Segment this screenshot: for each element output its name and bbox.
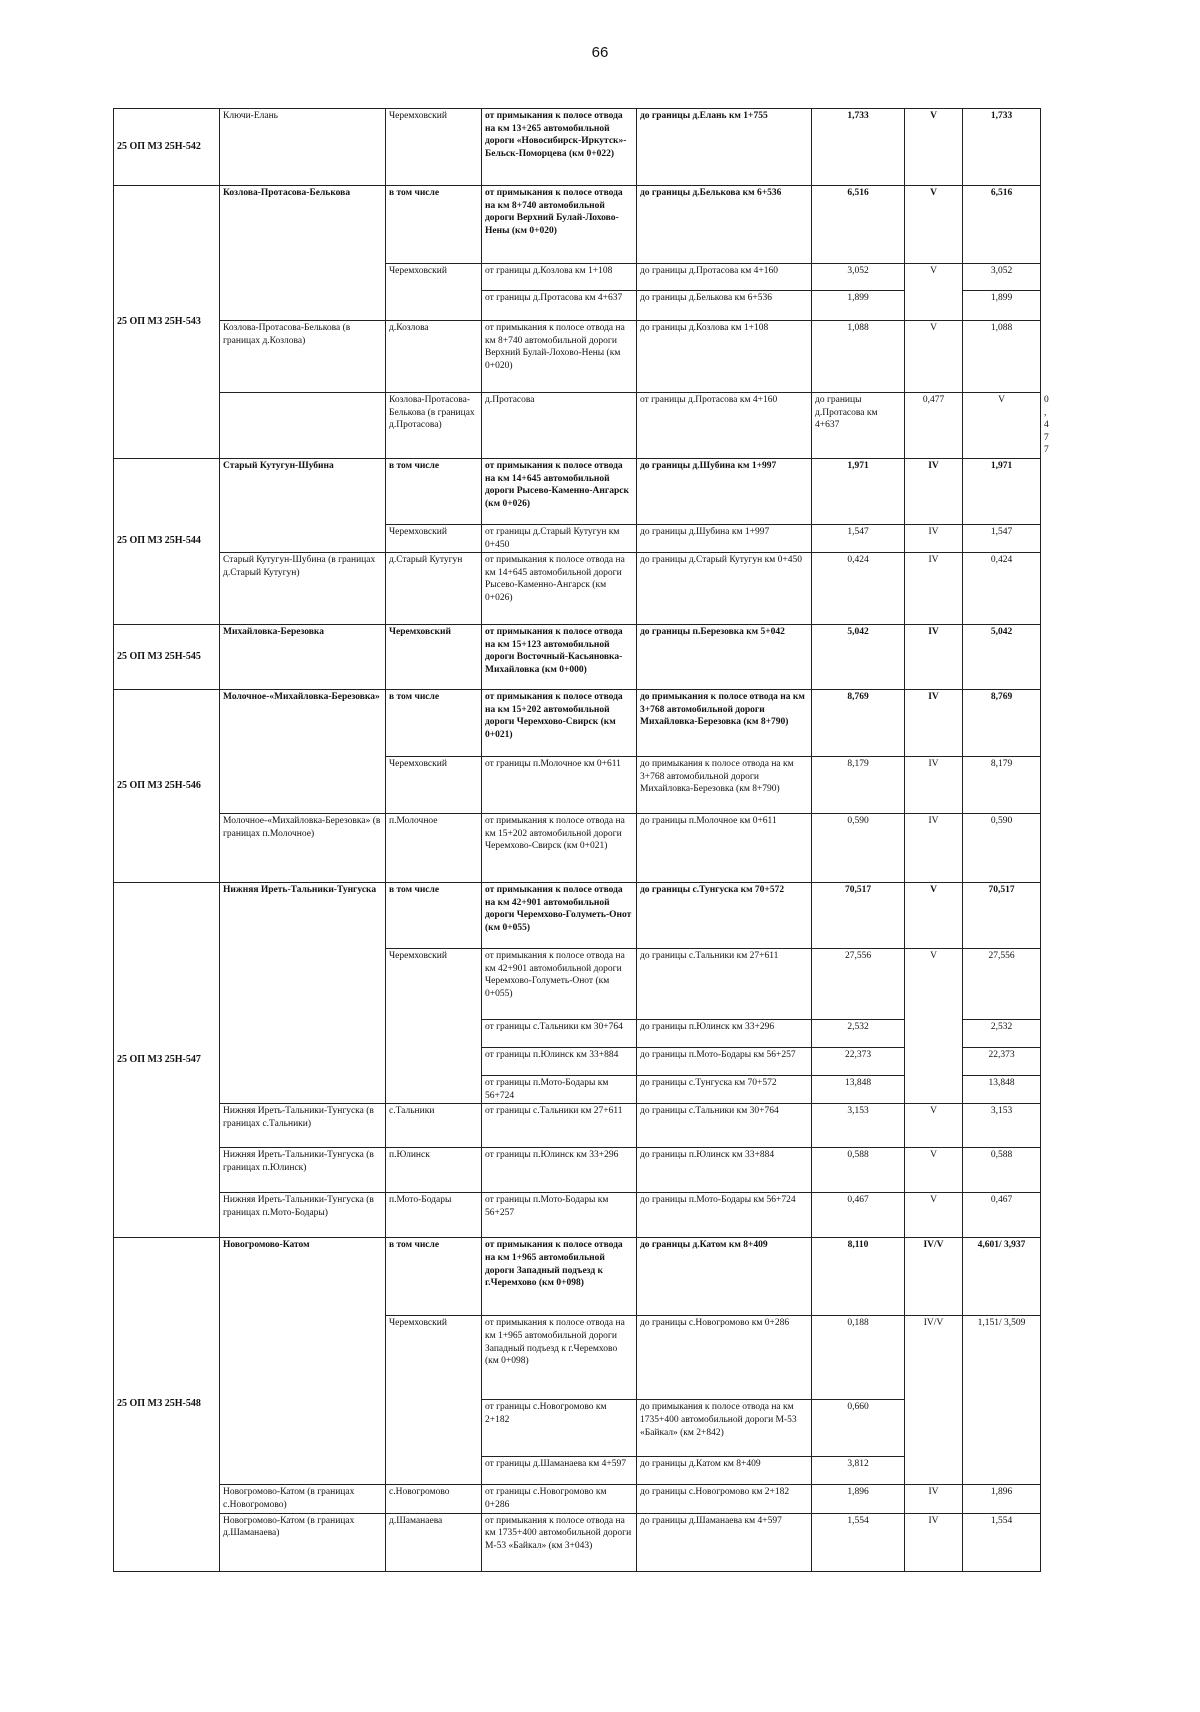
district-cell: д.Козлова (386, 321, 482, 393)
end-point-cell: до границы п.Мото-Бодары км 56+257 (637, 1048, 812, 1076)
length-cell: 1,733 (812, 109, 905, 186)
end-point-cell: до границы д.Белькова км 6+536 (637, 291, 812, 321)
length-cell: 0,477 (905, 393, 963, 459)
start-point-cell: от границы п.Мото-Бодары км 56+724 (482, 1076, 637, 1104)
start-point-cell: от границы п.Мото-Бодары км 56+257 (482, 1193, 637, 1238)
end-point-cell: до границы с.Новогромово км 2+182 (637, 1485, 812, 1513)
category-cell: IV/V (905, 1316, 963, 1485)
road-name-cell: Козлова-Протасова-Белькова (в границах д.Протасова) (386, 393, 482, 459)
table-row (114, 1238, 1041, 1316)
start-point-cell: от примыкания к полосе отвода на км 1+965 автомобильной дороги Западный подъезд к г.Черемхово (км 0+098) (482, 1238, 637, 1316)
length-by-category-cell: 1,088 (963, 321, 1041, 393)
category-cell: IV (905, 814, 963, 883)
length-cell: 1,088 (812, 321, 905, 393)
start-point-cell: от примыкания к полосе отвода на км 1+965 автомобильной дороги Западный подъезд к г.Черемхово (км 0+098) (482, 1316, 637, 1400)
road-name-cell: Козлова-Протасова-Белькова (в границах д.Козлова) (220, 321, 386, 393)
start-point-cell: от примыкания к полосе отвода на км 1735+400 автомобильной дороги М-53 «Байкал» (км 3+043) (482, 1513, 637, 1571)
table-row (114, 553, 1041, 625)
length-by-category-cell: 6,516 (963, 186, 1041, 264)
table-row (114, 814, 1041, 883)
end-point-cell: до границы д.Шаманаева км 4+597 (637, 1513, 812, 1571)
length-by-category-cell: 3,153 (963, 1104, 1041, 1148)
road-code-cell (220, 393, 386, 459)
district-cell: Черемховский (386, 524, 482, 552)
road-name-cell: Нижняя Иреть-Тальники-Тунгуска (в границах с.Тальники) (220, 1104, 386, 1148)
district-cell: в том числе (386, 1238, 482, 1316)
length-cell: 3,052 (812, 264, 905, 291)
category-cell: V (905, 186, 963, 264)
start-point-cell: от примыкания к полосе отвода на км 15+123 автомобильной дороги Восточный-Касьяновка-Михайловка (км 0+000) (482, 625, 637, 690)
start-point-cell: от границы д.Протасова км 4+637 (482, 291, 637, 321)
end-point-cell: до границы д.Елань км 1+755 (637, 109, 812, 186)
length-by-category-cell: 1,896 (963, 1485, 1041, 1513)
length-by-category-cell: 0,590 (963, 814, 1041, 883)
start-point-cell: от примыкания к полосе отвода на км 8+740 автомобильной дороги Верхний Булай-Лохово-Нены (км 0+020) (482, 321, 637, 393)
length-cell: 3,153 (812, 1104, 905, 1148)
road-name-cell: Новогромово-Катом (220, 1238, 386, 1485)
road-code-cell: 25 ОП МЗ 25Н-547 (114, 883, 220, 1238)
category-cell: V (905, 109, 963, 186)
end-point-cell: до границы п.Березовка км 5+042 (637, 625, 812, 690)
road-code-cell: 25 ОП МЗ 25Н-544 (114, 458, 220, 624)
length-by-category-cell: 1,733 (963, 109, 1041, 186)
district-cell: Черемховский (386, 264, 482, 321)
category-cell: IV (905, 757, 963, 814)
end-point-cell: до границы д.Козлова км 1+108 (637, 321, 812, 393)
end-point-cell: до границы с.Тальники км 30+764 (637, 1104, 812, 1148)
length-by-category-cell: 13,848 (963, 1076, 1041, 1104)
road-name-cell: Ключи-Елань (220, 109, 386, 186)
end-point-cell: до границы с.Новогромово км 0+286 (637, 1316, 812, 1400)
category-cell: IV/V (905, 1238, 963, 1316)
length-by-category-cell: 2,532 (963, 1020, 1041, 1048)
category-cell: V (905, 321, 963, 393)
length-cell: 8,769 (812, 690, 905, 757)
district-cell: Черемховский (386, 109, 482, 186)
length-by-category-cell: 4,601/ 3,937 (963, 1238, 1041, 1316)
length-cell: 0,660 (812, 1400, 905, 1457)
end-point-cell: до границы п.Юлинск км 33+296 (637, 1020, 812, 1048)
length-by-category-cell: 1,971 (963, 458, 1041, 524)
length-by-category-cell: 0,424 (963, 553, 1041, 625)
length-cell: 0,588 (812, 1148, 905, 1193)
table-row (114, 321, 1041, 393)
category-cell: IV (905, 458, 963, 524)
table-row (114, 1513, 1041, 1571)
start-point-cell: от примыкания к полосе отвода на км 14+645 автомобильной дороги Рысево-Каменно-Ангарск (км 0+026) (482, 458, 637, 524)
length-cell: 0,424 (812, 553, 905, 625)
end-point-cell: до примыкания к полосе отвода на км 1735+400 автомобильной дороги М-53 «Байкал» (км 2+842) (637, 1400, 812, 1457)
end-point-cell: до границы д.Протасова км 4+160 (637, 264, 812, 291)
start-point-cell: от границы д.Протасова км 4+160 (637, 393, 812, 459)
district-cell: в том числе (386, 883, 482, 949)
length-cell: 22,373 (812, 1048, 905, 1076)
length-cell: 3,812 (812, 1457, 905, 1485)
end-point-cell: до границы п.Мото-Бодары км 56+724 (637, 1193, 812, 1238)
district-cell: д.Шаманаева (386, 1513, 482, 1571)
road-name-cell: Новогромово-Катом (в границах д.Шаманаева) (220, 1513, 386, 1571)
length-by-category-cell: 8,769 (963, 690, 1041, 757)
end-point-cell: до примыкания к полосе отвода на км 3+768 автомобильной дороги Михайловка-Березовка (км 8+790) (637, 757, 812, 814)
category-cell: V (905, 264, 963, 321)
category-cell: IV (905, 553, 963, 625)
start-point-cell: от границы п.Молочное км 0+611 (482, 757, 637, 814)
table-row (114, 1193, 1041, 1238)
table-row (114, 186, 1041, 264)
length-by-category-cell: 70,517 (963, 883, 1041, 949)
table-row (114, 109, 1041, 186)
length-cell: 27,556 (812, 949, 905, 1020)
category-cell: V (905, 1104, 963, 1148)
start-point-cell: от границы д.Козлова км 1+108 (482, 264, 637, 291)
length-cell: 1,896 (812, 1485, 905, 1513)
district-cell: в том числе (386, 690, 482, 757)
end-point-cell: до границы с.Тунгуска км 70+572 (637, 883, 812, 949)
district-cell: д.Старый Кутугун (386, 553, 482, 625)
length-by-category-cell: 1,547 (963, 524, 1041, 552)
road-name-cell: Новогромово-Катом (в границах с.Новогромово) (220, 1485, 386, 1513)
end-point-cell: до границы д.Старый Кутугун км 0+450 (637, 553, 812, 625)
length-by-category-cell: 3,052 (963, 264, 1041, 291)
road-name-cell: Молочное-«Михайловка-Березовка» (в границах п.Молочное) (220, 814, 386, 883)
road-name-cell: Старый Кутугун-Шубина (в границах д.Старый Кутугун) (220, 553, 386, 625)
length-cell: 6,516 (812, 186, 905, 264)
start-point-cell: от границы с.Тальники км 30+764 (482, 1020, 637, 1048)
page-number: 66 (591, 44, 609, 61)
category-cell: V (905, 883, 963, 949)
end-point-cell: до примыкания к полосе отвода на км 3+768 автомобильной дороги Михайловка-Березовка (км 8+790) (637, 690, 812, 757)
table-row (114, 625, 1041, 690)
length-cell: 1,547 (812, 524, 905, 552)
end-point-cell: до границы д.Шубина км 1+997 (637, 524, 812, 552)
start-point-cell: от границы с.Новогромово км 0+286 (482, 1485, 637, 1513)
end-point-cell: до границы п.Юлинск км 33+884 (637, 1148, 812, 1193)
district-cell: Черемховский (386, 757, 482, 814)
length-cell: 70,517 (812, 883, 905, 949)
start-point-cell: от примыкания к полосе отвода на км 42+901 автомобильной дороги Черемхово-Голуметь-Онот (км 0+055) (482, 883, 637, 949)
district-cell: в том числе (386, 186, 482, 264)
roads-table (113, 108, 1049, 1572)
table-row (114, 1148, 1041, 1193)
length-cell: 13,848 (812, 1076, 905, 1104)
length-cell: 2,532 (812, 1020, 905, 1048)
length-by-category-cell: 0,467 (963, 1193, 1041, 1238)
end-point-cell: до границы д.Катом км 8+409 (637, 1457, 812, 1485)
start-point-cell: от примыкания к полосе отвода на км 14+645 автомобильной дороги Рысево-Каменно-Ангарск (км 0+026) (482, 553, 637, 625)
length-cell: 1,554 (812, 1513, 905, 1571)
length-cell: 5,042 (812, 625, 905, 690)
start-point-cell: от границы п.Юлинск км 33+296 (482, 1148, 637, 1193)
end-point-cell: до границы д.Белькова км 6+536 (637, 186, 812, 264)
length-by-category-cell: 22,373 (963, 1048, 1041, 1076)
road-name-cell: Молочное-«Михайловка-Березовка» (220, 690, 386, 814)
length-cell: 0,467 (812, 1193, 905, 1238)
length-by-category-cell: 1,899 (963, 291, 1041, 321)
table-row (114, 1104, 1041, 1148)
table-row (114, 1485, 1041, 1513)
road-code-cell: 25 ОП МЗ 25Н-548 (114, 1238, 220, 1571)
district-cell: п.Молочное (386, 814, 482, 883)
end-point-cell: до границы д.Катом км 8+409 (637, 1238, 812, 1316)
length-by-category-cell: 1,554 (963, 1513, 1041, 1571)
category-cell: IV (905, 524, 963, 552)
category-cell: V (963, 393, 1041, 459)
district-cell: в том числе (386, 458, 482, 524)
category-cell: IV (905, 625, 963, 690)
end-point-cell: до границы п.Молочное км 0+611 (637, 814, 812, 883)
district-cell: с.Тальники (386, 1104, 482, 1148)
length-cell: 1,899 (812, 291, 905, 321)
table-row (114, 690, 1041, 757)
length-cell: 8,110 (812, 1238, 905, 1316)
category-cell: V (905, 1148, 963, 1193)
end-point-cell: до границы с.Тунгуска км 70+572 (637, 1076, 812, 1104)
start-point-cell: от границы п.Юлинск км 33+884 (482, 1048, 637, 1076)
start-point-cell: от примыкания к полосе отвода на км 13+265 автомобильной дороги «Новосибирск-Иркутск»-Бельск-Поморцева (км 0+022) (482, 109, 637, 186)
road-code-cell: 25 ОП МЗ 25Н-546 (114, 690, 220, 883)
start-point-cell: от примыкания к полосе отвода на км 15+202 автомобильной дороги Черемхово-Свирск (км 0+021) (482, 814, 637, 883)
category-cell: IV (905, 1485, 963, 1513)
start-point-cell: от границы д.Старый Кутугун км 0+450 (482, 524, 637, 552)
district-cell: п.Юлинск (386, 1148, 482, 1193)
end-point-cell: до границы д.Шубина км 1+997 (637, 458, 812, 524)
start-point-cell: от границы с.Тальники км 27+611 (482, 1104, 637, 1148)
start-point-cell: от примыкания к полосе отвода на км 42+901 автомобильной дороги Черемхово-Голуметь-Онот (км 0+055) (482, 949, 637, 1020)
category-cell: IV (905, 1513, 963, 1571)
category-cell: IV (905, 690, 963, 757)
road-code-cell: 25 ОП МЗ 25Н-542 (114, 109, 220, 186)
district-cell: п.Мото-Бодары (386, 1193, 482, 1238)
start-point-cell: от примыкания к полосе отвода на км 15+202 автомобильной дороги Черемхово-Свирск (км 0+021) (482, 690, 637, 757)
road-name-cell: Старый Кутугун-Шубина (220, 458, 386, 552)
start-point-cell: от примыкания к полосе отвода на км 8+740 автомобильной дороги Верхний Булай-Лохово-Нены (км 0+020) (482, 186, 637, 264)
road-code-cell: 25 ОП МЗ 25Н-545 (114, 625, 220, 690)
district-cell: с.Новогромово (386, 1485, 482, 1513)
end-point-cell: до границы с.Тальники км 27+611 (637, 949, 812, 1020)
length-by-category-cell: 27,556 (963, 949, 1041, 1020)
road-name-cell: Нижняя Иреть-Тальники-Тунгуска (в границах п.Мото-Бодары) (220, 1193, 386, 1238)
length-by-category-cell: 1,151/ 3,509 (963, 1316, 1041, 1485)
road-name-cell: Михайловка-Березовка (220, 625, 386, 690)
road-name-cell: Нижняя Иреть-Тальники-Тунгуска (в границах п.Юлинск) (220, 1148, 386, 1193)
district-cell: д.Протасова (482, 393, 637, 459)
start-point-cell: от границы д.Шаманаева км 4+597 (482, 1457, 637, 1485)
road-code-cell: 25 ОП МЗ 25Н-543 (114, 186, 220, 459)
category-cell: V (905, 1193, 963, 1238)
road-name-cell: Нижняя Иреть-Тальники-Тунгуска (220, 883, 386, 1104)
start-point-cell: от границы с.Новогромово км 2+182 (482, 1400, 637, 1457)
length-cell: 8,179 (812, 757, 905, 814)
length-cell: 1,971 (812, 458, 905, 524)
district-cell: Черемховский (386, 949, 482, 1104)
length-by-category-cell: 5,042 (963, 625, 1041, 690)
length-cell: 0,188 (812, 1316, 905, 1400)
table-row (114, 883, 1041, 949)
road-name-cell: Козлова-Протасова-Белькова (220, 186, 386, 321)
table-row: Козлова-Протасова-Белькова (в границах д.Протасова) д.Протасова от границы д.Протасова км 4+160 до границы д.Протасова км 4+637 0,477 V 0,477 (114, 393, 1041, 459)
district-cell: Черемховский (386, 1316, 482, 1485)
length-cell: 0,590 (812, 814, 905, 883)
district-cell: Черемховский (386, 625, 482, 690)
end-point-cell: до границы д.Протасова км 4+637 (812, 393, 905, 459)
category-cell: V (905, 949, 963, 1104)
length-by-category-cell: 8,179 (963, 757, 1041, 814)
length-by-category-cell: 0,588 (963, 1148, 1041, 1193)
table-row (114, 458, 1041, 524)
